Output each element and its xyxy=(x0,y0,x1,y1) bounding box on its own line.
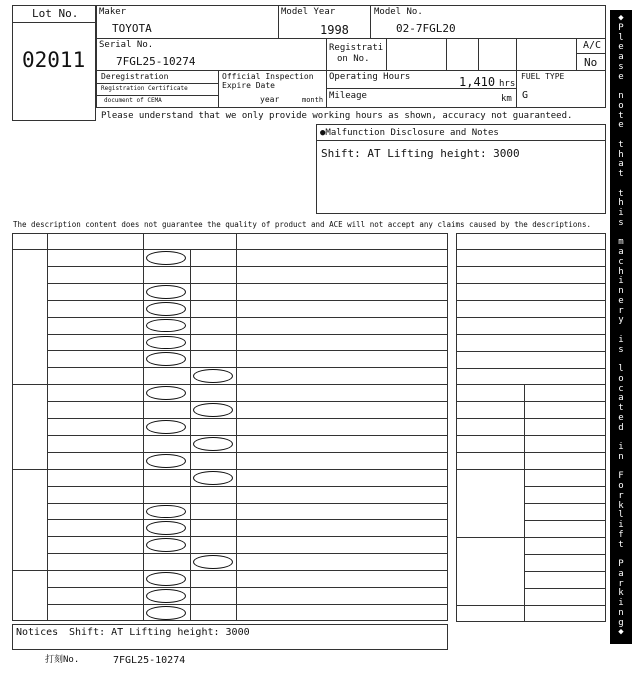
maker-value: TOYOTA xyxy=(112,22,152,35)
sidebar-char: k xyxy=(618,588,624,599)
model-year-value: 1998 xyxy=(320,23,349,37)
operating-hours-value: 1,410 xyxy=(459,75,496,89)
sidebar-char: a xyxy=(618,247,624,257)
sidebar-char: o xyxy=(618,481,624,491)
sidebar-char: d xyxy=(618,422,624,433)
sidebar-char: t xyxy=(618,139,624,150)
sidebar-char: a xyxy=(618,159,624,170)
stamp-value: 7FGL25-10274 xyxy=(113,655,186,666)
serial-label: Serial No. xyxy=(99,40,154,50)
sidebar-char: t xyxy=(618,169,624,179)
sidebar-char: e xyxy=(618,42,624,53)
notices-label: Notices xyxy=(16,627,59,638)
sidebar-char: l xyxy=(618,32,624,43)
poor-selected-oval xyxy=(193,555,233,569)
sidebar-char: a xyxy=(618,393,624,404)
sidebar-char: r xyxy=(618,305,624,316)
sidebar-char: h xyxy=(618,149,624,160)
sidebar-char: t xyxy=(618,539,624,550)
sidebar-char: P xyxy=(618,559,624,569)
sidebar-char: t xyxy=(618,403,624,413)
sidebar-char: s xyxy=(618,344,624,355)
sidebar-char: t xyxy=(618,188,624,199)
sidebar-char: y xyxy=(618,315,624,326)
mileage-label: Mileage xyxy=(329,91,367,101)
model-no-value: 02-7FGL20 xyxy=(396,22,456,35)
sidebar-char: l xyxy=(618,510,624,521)
sidebar-char: s xyxy=(618,217,624,228)
sidebar-char: ◆ xyxy=(618,13,624,23)
sidebar-char: P xyxy=(618,22,624,33)
sidebar-char: s xyxy=(618,61,624,72)
month-label: month xyxy=(302,96,324,104)
sidebar-char: ◆ xyxy=(618,627,624,638)
lot-label: Lot No. xyxy=(32,7,79,20)
sidebar-char: a xyxy=(618,568,624,579)
sidebar-char: i xyxy=(618,442,624,452)
sidebar-char: i xyxy=(618,208,624,218)
registration-label-2: on No. xyxy=(337,54,370,64)
malfunction-text: Shift: AT Lifting height: 3000 xyxy=(321,147,520,160)
location-sidebar xyxy=(610,10,632,644)
sidebar-char: h xyxy=(618,266,624,277)
notices-text: Shift: AT Lifting height: 3000 xyxy=(69,627,250,638)
poor-selected-oval xyxy=(193,437,233,451)
ok-selected-oval xyxy=(146,454,186,468)
registration-label-1: Registrati xyxy=(329,43,384,53)
sidebar-char: g xyxy=(618,617,624,628)
model-year-label: Model Year xyxy=(281,7,336,17)
sidebar-char: a xyxy=(618,52,624,62)
cema-document-label: document of CEMA xyxy=(104,97,162,104)
ok-selected-oval xyxy=(146,572,186,586)
registration-certificate-label: Registration Certificate xyxy=(101,85,188,92)
sidebar-char: c xyxy=(618,383,624,394)
year-label: year xyxy=(260,95,280,104)
sidebar-char: i xyxy=(618,334,624,345)
sidebar-char: l xyxy=(618,364,624,374)
sidebar-char: c xyxy=(618,256,624,267)
ok-selected-oval xyxy=(146,386,186,400)
ok-selected-oval xyxy=(146,285,186,299)
serial-value: 7FGL25-10274 xyxy=(116,55,196,68)
km-unit: km xyxy=(501,94,512,104)
inspection-label-1: Official Inspection xyxy=(222,72,314,81)
sidebar-char: i xyxy=(618,520,624,530)
sidebar-char: h xyxy=(618,198,624,209)
hrs-unit: hrs xyxy=(499,79,516,89)
sidebar-char: o xyxy=(618,100,624,111)
sidebar-char: e xyxy=(618,295,624,306)
sidebar-char: o xyxy=(618,373,624,384)
sidebar-char: F xyxy=(618,471,624,482)
sidebar-char: e xyxy=(618,71,624,82)
sidebar-char: n xyxy=(618,451,624,462)
operating-hours-label: Operating Hours xyxy=(329,72,411,82)
ok-selected-oval xyxy=(146,606,186,620)
model-no-label: Model No. xyxy=(374,7,423,17)
ac-value: No xyxy=(584,56,598,69)
poor-selected-oval xyxy=(193,403,233,417)
disclaimer: The description content does not guarantee the quality of product and ACE will not accept any claims caused by the descriptions. xyxy=(13,220,591,229)
ac-label: A/C xyxy=(583,40,602,51)
fuel-type-label: FUEL TYPE xyxy=(521,72,565,81)
poor-selected-oval xyxy=(193,471,233,485)
inspection-label-2: Expire Date xyxy=(222,81,275,90)
hours-notice: Please understand that we only provide working hours as shown, accuracy not guaranteed. xyxy=(101,111,573,121)
sidebar-char: m xyxy=(618,237,624,248)
sidebar-char: e xyxy=(618,412,624,423)
stamp-label: 打刻No. xyxy=(45,655,80,665)
fuel-type-value: G xyxy=(522,90,529,101)
lot-number: 02011 xyxy=(22,48,86,72)
ok-selected-oval xyxy=(146,251,186,265)
sidebar-char: i xyxy=(618,598,624,608)
sidebar-char: e xyxy=(618,120,624,131)
sidebar-char: n xyxy=(618,286,624,296)
sidebar-char: r xyxy=(618,578,624,589)
malfunction-title: ●Malfunction Disclosure and Notes xyxy=(320,128,499,138)
maker-label: Maker xyxy=(99,7,127,17)
ok-selected-oval xyxy=(146,589,186,603)
deregistration-label: Deregistration xyxy=(101,72,169,81)
sidebar-char: i xyxy=(618,276,624,287)
sidebar-char: r xyxy=(618,490,624,501)
sidebar-char: n xyxy=(618,607,624,618)
ok-selected-oval xyxy=(146,302,186,316)
sidebar-char: f xyxy=(618,529,624,540)
sidebar-char: k xyxy=(618,500,624,511)
sidebar-char: n xyxy=(618,91,624,101)
sidebar-char: t xyxy=(618,110,624,121)
ok-selected-oval xyxy=(146,420,186,434)
